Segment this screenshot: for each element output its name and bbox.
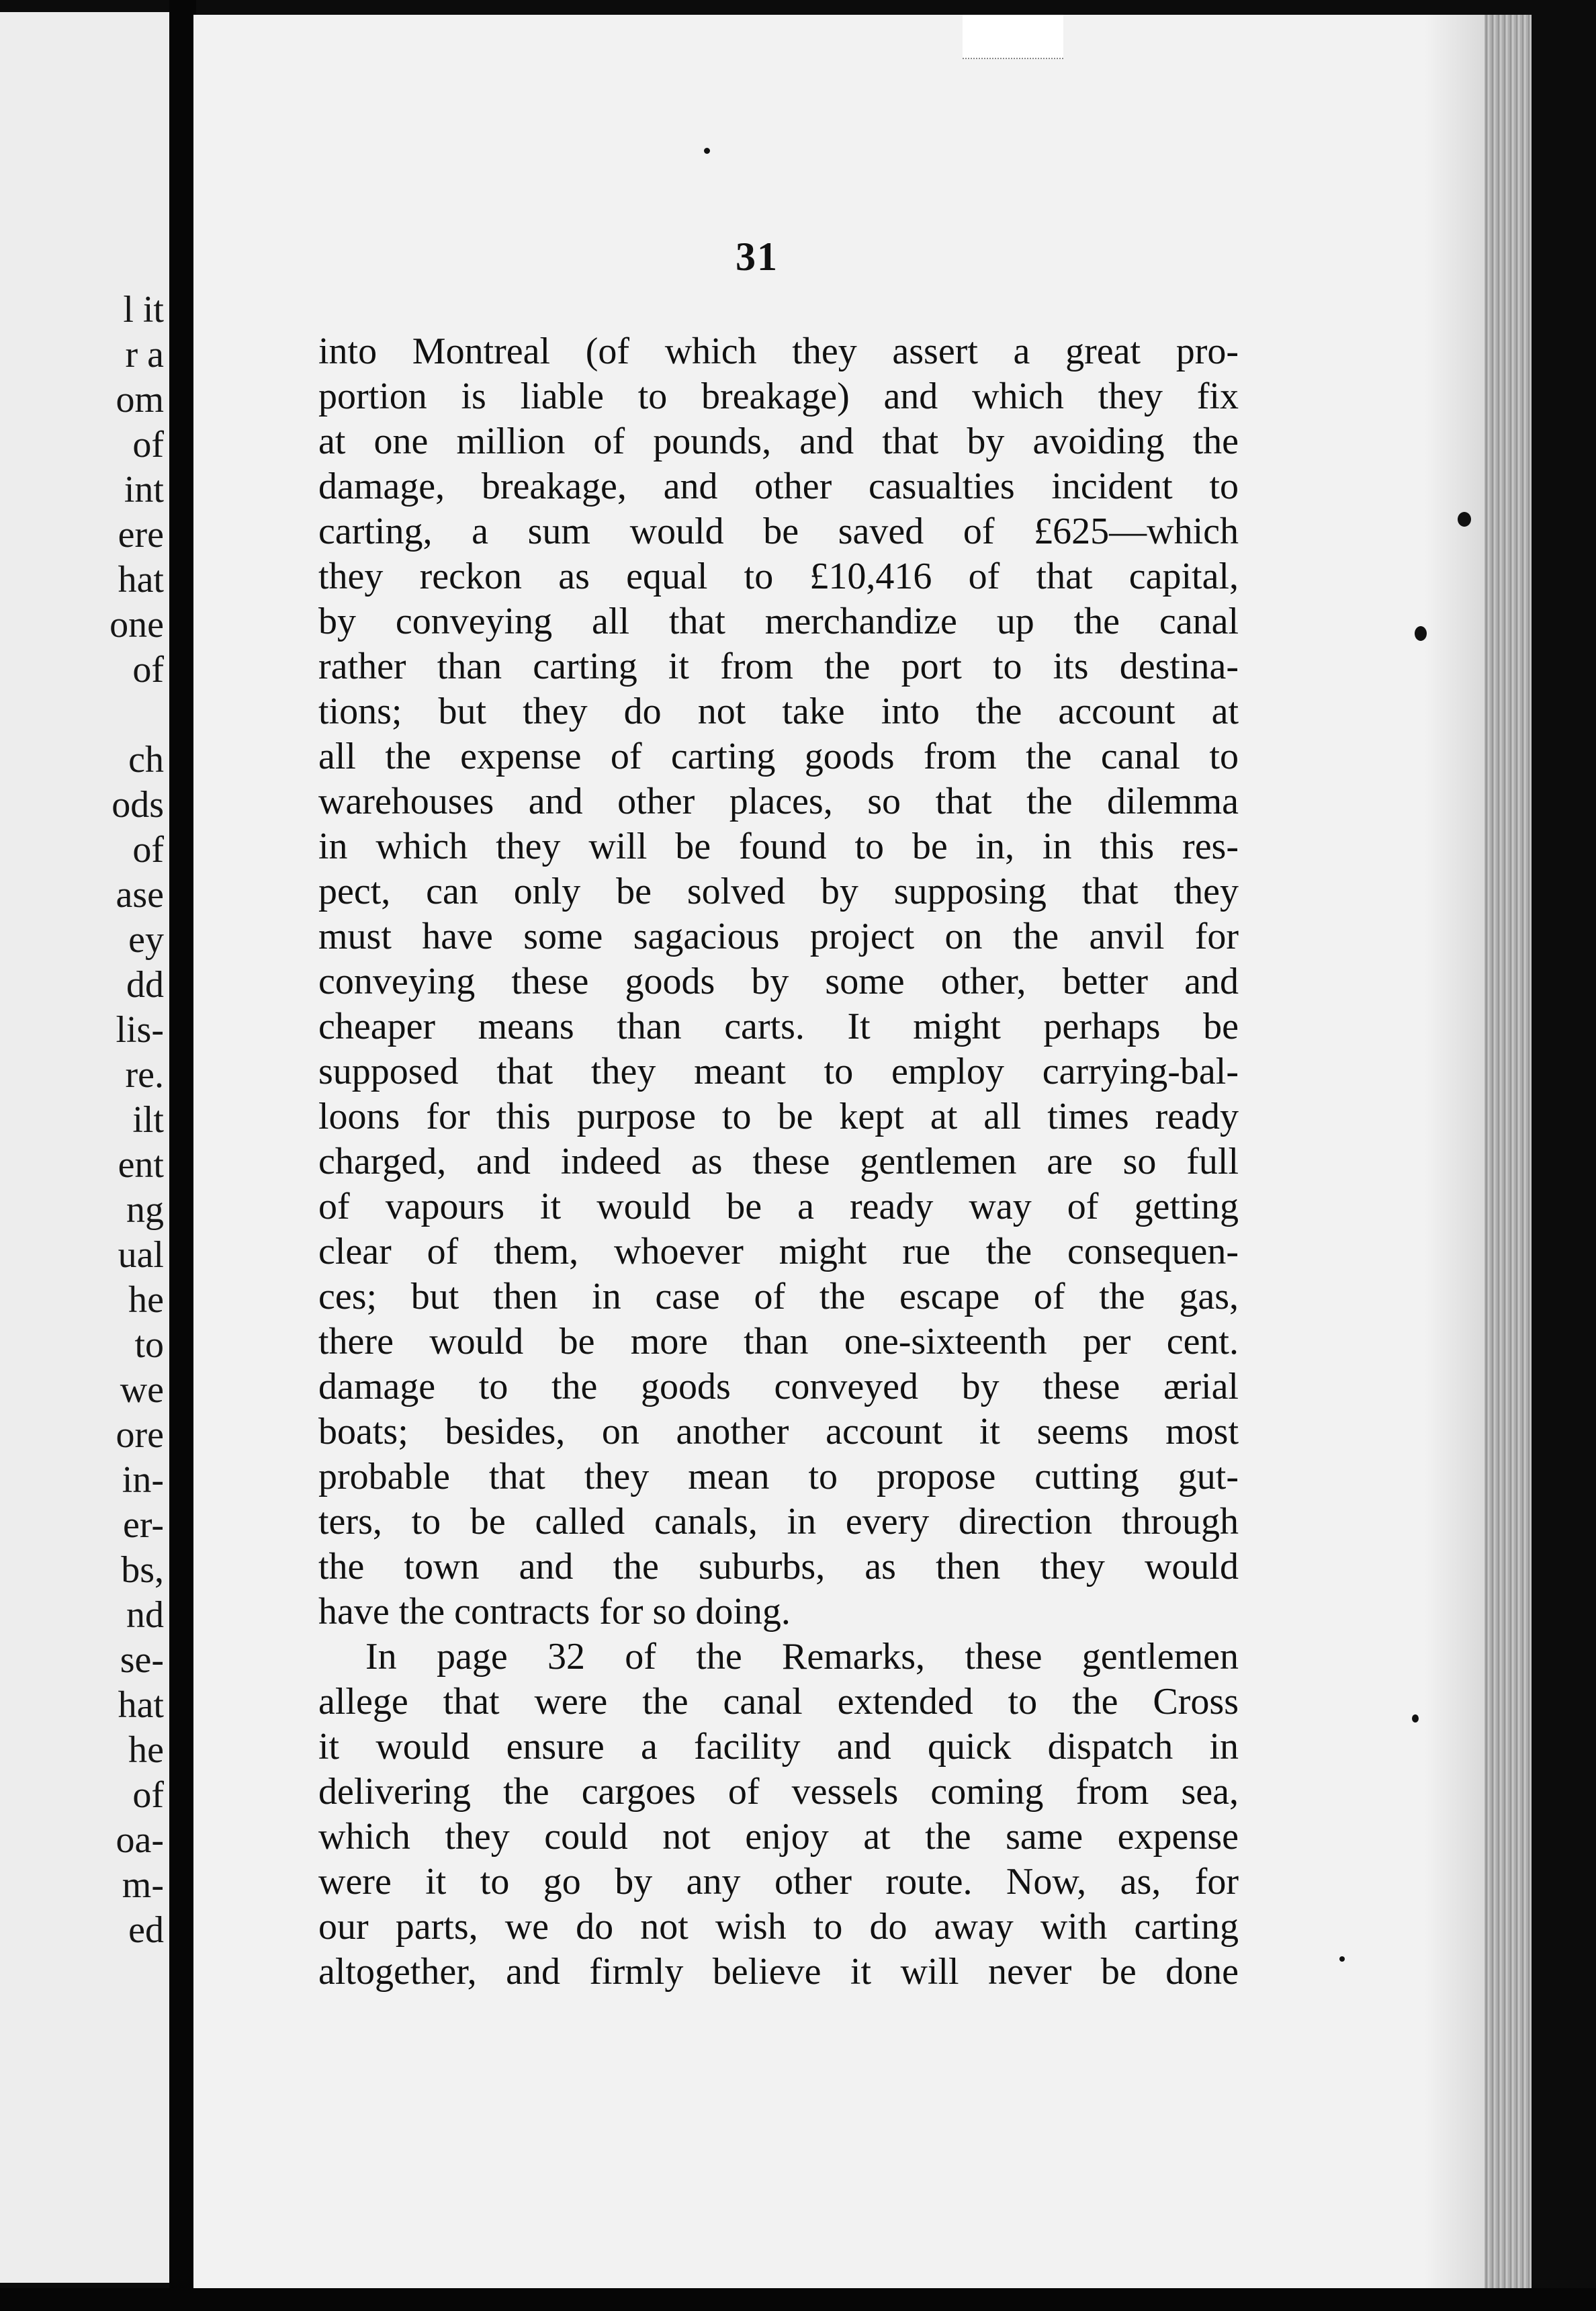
text-line: allege that were the canal extended to the Cross xyxy=(318,1681,1239,1723)
text-line: damage, breakage, and other casualties incident to xyxy=(318,466,1239,507)
text-line: ters, to be called canals, in every direction through xyxy=(318,1501,1239,1542)
text-line: by conveying all that merchandize up the canal xyxy=(318,601,1239,642)
left-page-line-fragment: se- xyxy=(120,1639,164,1681)
scan-border xyxy=(0,2288,1596,2311)
left-page-line-fragment: int xyxy=(124,469,164,511)
left-page-line-fragment: hat xyxy=(118,1684,164,1726)
text-line: boats; besides, on another account it seems most xyxy=(318,1411,1239,1452)
left-page-line-fragment: of xyxy=(132,829,164,871)
left-page-line-fragment: er- xyxy=(122,1504,164,1546)
text-line: warehouses and other places, so that the dilemma xyxy=(318,781,1239,822)
left-page-line-fragment: lis- xyxy=(116,1009,164,1051)
left-page-line-fragment: oa- xyxy=(116,1819,164,1861)
left-page-line-fragment: ch xyxy=(128,739,164,781)
left-page-line-fragment: ere xyxy=(118,514,164,556)
text-line: were it to go by any other route. Now, as, for xyxy=(318,1861,1239,1903)
text-line: into Montreal (of which they assert a great pro- xyxy=(318,331,1239,372)
text-line: at one million of pounds, and that by avoiding the xyxy=(318,421,1239,462)
text-line: damage to the goods conveyed by these ærial xyxy=(318,1366,1239,1407)
text-line: our parts, we do not wish to do away with carting xyxy=(318,1906,1239,1948)
left-page-line-fragment: m- xyxy=(122,1864,164,1906)
left-page-line-fragment: he xyxy=(128,1279,164,1321)
binding-tape xyxy=(963,15,1063,59)
text-line: ces; but then in case of the escape of the gas, xyxy=(318,1276,1239,1317)
book-gutter xyxy=(169,0,196,2311)
text-line: probable that they mean to propose cutting gut- xyxy=(318,1456,1239,1497)
left-page-line-fragment: bs, xyxy=(121,1549,164,1591)
left-page-line-fragment: ual xyxy=(118,1234,164,1276)
text-line: altogether, and firmly believe it will never be done xyxy=(318,1951,1239,1993)
text-line: In page 32 of the Remarks, these gentlemen xyxy=(365,1636,1239,1677)
ink-speck xyxy=(1415,626,1427,641)
page-curve-shadow xyxy=(1424,15,1484,2289)
left-page-line-fragment: ore xyxy=(116,1414,164,1456)
text-line: the town and the suburbs, as then they would xyxy=(318,1546,1239,1587)
text-line: charged, and indeed as these gentlemen are so full xyxy=(318,1141,1239,1182)
text-line: conveying these goods by some other, better and xyxy=(318,961,1239,1002)
left-page-line-fragment: r a xyxy=(125,334,164,376)
text-line: carting, a sum would be saved of £625—which xyxy=(318,511,1239,552)
left-page-line-fragment: of xyxy=(132,424,164,466)
left-page-line-fragment: to xyxy=(134,1324,164,1366)
text-line: supposed that they meant to employ carrying-bal- xyxy=(318,1051,1239,1092)
left-page-line-fragment: he xyxy=(128,1729,164,1771)
left-page-line-fragment: hat xyxy=(118,559,164,601)
text-line: which they could not enjoy at the same expense xyxy=(318,1816,1239,1858)
left-page-line-fragment: of xyxy=(132,649,164,691)
left-page-line-fragment: ods xyxy=(112,784,164,826)
ink-speck xyxy=(1412,1714,1419,1723)
text-line: loons for this purpose to be kept at all times ready xyxy=(318,1096,1239,1137)
ink-speck xyxy=(704,148,710,154)
page-number: 31 xyxy=(736,234,779,279)
left-page-line-fragment: in- xyxy=(122,1459,164,1501)
text-line: delivering the cargoes of vessels coming from sea, xyxy=(318,1771,1239,1813)
text-line: there would be more than one-sixteenth per cent. xyxy=(318,1321,1239,1362)
left-page-line-fragment: nd xyxy=(126,1594,164,1636)
text-line: pect, can only be solved by supposing that they xyxy=(318,871,1239,912)
left-page-line-fragment: dd xyxy=(126,964,164,1006)
text-line: tions; but they do not take into the account at xyxy=(318,691,1239,732)
left-page-line-fragment: re. xyxy=(125,1054,164,1096)
left-page-line-fragment: ng xyxy=(126,1189,164,1231)
text-line: in which they will be found to be in, in this res- xyxy=(318,826,1239,867)
text-line: of vapours it would be a ready way of getting xyxy=(318,1186,1239,1227)
body-text xyxy=(318,329,1239,1995)
left-page-line-fragment: of xyxy=(132,1774,164,1816)
left-facing-page xyxy=(0,12,169,2283)
left-page-line-fragment: om xyxy=(116,379,164,421)
text-line: it would ensure a facility and quick dispatch in xyxy=(318,1726,1239,1768)
left-page-line-fragment: ey xyxy=(128,919,164,961)
text-line: clear of them, whoever might rue the consequen- xyxy=(318,1231,1239,1272)
left-page-line-fragment: we xyxy=(120,1369,164,1411)
text-line: cheaper means than carts. It might perhaps be xyxy=(318,1006,1239,1047)
text-line: all the expense of carting goods from the canal to xyxy=(318,736,1239,777)
page-edges xyxy=(1484,15,1532,2289)
text-line: must have some sagacious project on the anvil for xyxy=(318,916,1239,957)
text-line: they reckon as equal to £10,416 of that capital, xyxy=(318,556,1239,597)
text-line: portion is liable to breakage) and which they fix xyxy=(318,376,1239,417)
left-page-line-fragment: ent xyxy=(118,1144,164,1186)
text-line: rather than carting it from the port to its destina- xyxy=(318,646,1239,687)
left-page-line-fragment: ase xyxy=(116,874,164,916)
ink-speck xyxy=(1339,1956,1345,1962)
left-page-line-fragment: l it xyxy=(123,289,164,331)
text-line: have the contracts for so doing. xyxy=(318,1591,791,1632)
left-page-line-fragment: ed xyxy=(128,1909,164,1951)
ink-speck xyxy=(1458,512,1471,527)
left-page-line-fragment: ilt xyxy=(132,1099,164,1141)
left-page-line-fragment: one xyxy=(109,604,164,646)
